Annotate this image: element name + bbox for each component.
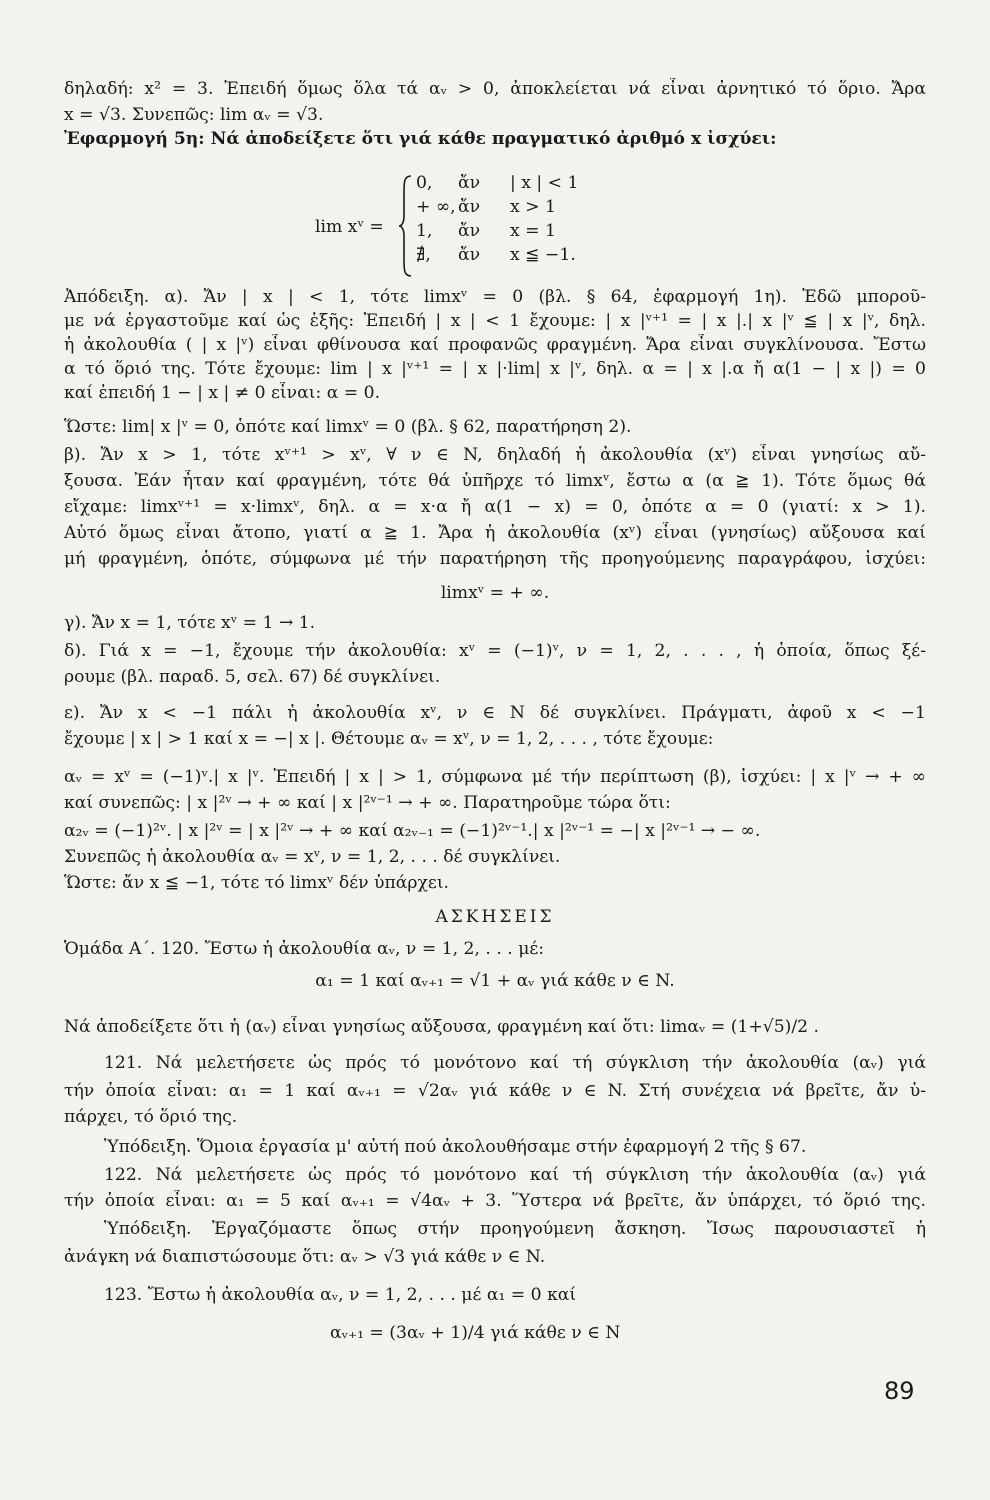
text-line: ρουμε (βλ. παραδ. 5, σελ. 67) δέ συγκλίνει. [64, 667, 441, 687]
text-line: Ἀπόδειξη. α). Ἄν | x | < 1, τότε limxᵛ = 0 (βλ. § 64, ἐφαρμογή 1η). Ἐδῶ μποροῦ- [64, 287, 926, 307]
case-word: ἄν [458, 221, 481, 241]
case-condition: x > 1 [510, 197, 556, 217]
left-brace [398, 174, 414, 278]
case-value: 0, [416, 173, 433, 193]
text-line: Ἐφαρμογή 5η: Νά ἀποδείξετε ὅτι γιά κάθε πραγματικό ἀριθμό x ἰσχύει: [64, 129, 777, 149]
text-line: β). Ἄν x > 1, τότε xᵛ⁺¹ > xᵛ, ∀ ν ∈ N, δηλαδή ἡ ἀκολουθία (xᵛ) εἶναι γνησίως αὔ- [64, 445, 926, 465]
text-line: Ὑπόδειξη. Ὅμοια ἐργασία μ' αὐτή πού ἀκολουθήσαμε στήν ἐφαρμογή 2 τῆς § 67. [104, 1137, 807, 1157]
text-line: με νά ἐργαστοῦμε καί ὡς ἑξῆς: Ἐπειδή | x | < 1 ἔχουμε: | x |ᵛ⁺¹ = | x |.| x |ᵛ ≦ | x |ᵛ, δηλ. [64, 311, 926, 331]
text-line: Ὁμάδα Α΄. 120. Ἔστω ἡ ἀκολουθία αᵥ, ν = 1, 2, . . . μέ: [64, 939, 545, 959]
text-line: ε). Ἄν x < −1 πάλι ἡ ἀκολουθία xᵛ, ν ∈ N δέ συγκλίνει. Πράγματι, ἀφοῦ x < −1 [64, 703, 926, 723]
text-line: τήν ὁποία εἶναι: α₁ = 5 καί αᵥ₊₁ = √4αᵥ + 3. Ὕστερα νά βρεῖτε, ἄν ὑπάρχει, τό ὅριό της. [64, 1191, 926, 1211]
case-word: ἄν [458, 245, 481, 265]
text-line: καί συνεπῶς: | x |²ᵛ → + ∞ καί | x |²ᵛ⁻¹ → + ∞. Παρατηροῦμε τώρα ὅτι: [64, 793, 671, 813]
case-value: ∄, [416, 245, 431, 265]
text-line: αᵥ₊₁ = (3αᵥ + 1)/4 γιά κάθε ν ∈ N [330, 1323, 621, 1343]
text-line: 121. Νά μελετήσετε ὡς πρός τό μονότονο καί τή σύγκλιση τήν ἀκολουθία (αᵥ) γιά [104, 1053, 926, 1073]
text-line: τήν ὁποία εἶναι: α₁ = 1 καί αᵥ₊₁ = √2αᵥ γιά κάθε ν ∈ N. Στή συνέχεια νά βρεῖτε, ἄν ὑ- [64, 1081, 926, 1101]
text-line: ἔχουμε | x | > 1 καί x = −| x |. Θέτουμε αᵥ = xᵛ, ν = 1, 2, . . . , τότε ἔχουμε: [64, 729, 714, 749]
case-word: ἄν [458, 197, 481, 217]
text-line: δηλαδή: x² = 3. Ἐπειδή ὅμως ὅλα τά αᵥ > 0, ἀποκλείεται νά εἶναι ἀρνητικό τό ὅριο. Ἄρα [64, 79, 926, 99]
text-line: μή φραγμένη, ὁπότε, σύμφωνα μέ τήν παρατήρηση τῆς προηγούμενης παραγράφου, ἰσχύει: [64, 549, 926, 569]
text-line: limxᵛ = + ∞. [440, 583, 550, 603]
text-line: Αὐτό ὅμως εἶναι ἄτοπο, γιατί α ≧ 1. Ἄρα ἡ ἀκολουθία (xᵛ) εἶναι (γνησίως) αὔξουσα καί [64, 523, 926, 543]
text-line: ξουσα. Ἐάν ἦταν καί φραγμένη, τότε θά ὑπῆρχε τό limxᵛ, ἔστω α (α ≧ 1). Τότε ὅμως θά [64, 471, 926, 491]
text-line: x = √3. Συνεπῶς: lim αᵥ = √3. [64, 105, 324, 125]
text-line: ἀνάγκη νά διαπιστώσουμε ὅτι: αᵥ > √3 γιά κάθε ν ∈ N. [64, 1247, 546, 1267]
text-line: Ὑπόδειξη. Ἐργαζόμαστε ὅπως στήν προηγούμενη ἄσκηση. Ἴσως παρουσιαστεῖ ἡ [104, 1219, 926, 1239]
text-line: α₁ = 1 καί αᵥ₊₁ = √1 + αᵥ γιά κάθε ν ∈ N. [315, 971, 675, 991]
text-line: αᵥ = xᵛ = (−1)ᵛ.| x |ᵛ. Ἐπειδή | x | > 1, σύμφωνα μέ τήν περίπτωση (β), ἰσχύει: | x |ᵛ → + ∞ [64, 767, 926, 787]
text-line: δ). Γιά x = −1, ἔχουμε τήν ἀκολουθία: xᵛ = (−1)ᵛ, ν = 1, 2, . . . , ἡ ὁποία, ὅπως ξέ- [64, 641, 926, 661]
case-value: + ∞, [416, 197, 456, 217]
text-line: 122. Νά μελετήσετε ὡς πρός τό μονότονο καί τή σύγκλιση τήν ἀκολουθία (αᵥ) γιά [104, 1165, 926, 1185]
page-number: 89 [884, 1377, 915, 1405]
case-condition: x = 1 [510, 221, 556, 241]
text-line: ἡ ἀκολουθία ( | x |ᵛ) εἶναι φθίνουσα καί προφανῶς φραγμένη. Ἄρα εἶναι συγκλίνουσα. Ἔστω [64, 335, 926, 355]
text-line: Ὥστε: lim| x |ᵛ = 0, ὁπότε καί limxᵛ = 0 (βλ. § 62, παρατήρηση 2). [64, 417, 632, 437]
text-line: Νά ἀποδείξετε ὅτι ἡ (αᵥ) εἶναι γνησίως αὔξουσα, φραγμένη καί ὅτι: limαᵥ = (1+√5)/2 . [64, 1017, 819, 1037]
case-condition: | x | < 1 [510, 173, 579, 193]
cases-lhs: lim xᵛ = [315, 217, 384, 237]
text-line: γ). Ἄν x = 1, τότε xᵛ = 1 → 1. [64, 613, 316, 633]
text-line: εἴχαμε: limxᵛ⁺¹ = x·limxᵛ, δηλ. α = x·α ἤ α(1 − x) = 0, ὁπότε α = 0 (γιατί: x > 1). [64, 497, 926, 517]
text-line: Συνεπῶς ἡ ἀκολουθία αᵥ = xᵛ, ν = 1, 2, . . . δέ συγκλίνει. [64, 847, 561, 867]
text-line: α₂ᵥ = (−1)²ᵛ. | x |²ᵛ = | x |²ᵛ → + ∞ καί α₂ᵥ₋₁ = (−1)²ᵛ⁻¹.| x |²ᵛ⁻¹ = −| x |²ᵛ⁻¹ → − ∞. [64, 821, 761, 841]
case-condition: x ≦ −1. [510, 245, 576, 265]
section-heading: ΑΣΚΗΣΕΙΣ [435, 907, 555, 927]
text-line: α τό ὅριό της. Τότε ἔχουμε: lim | x |ᵛ⁺¹ = | x |·lim| x |ᵛ, δηλ. α = | x |.α ἤ α(1 − | x |) = 0 [64, 359, 926, 379]
text-line: 123. Ἔστω ἡ ἀκολουθία αᵥ, ν = 1, 2, . . . μέ α₁ = 0 καί [104, 1285, 577, 1305]
text-line: καί ἐπειδή 1 − | x | ≠ 0 εἶναι: α = 0. [64, 383, 381, 403]
case-word: ἄν [458, 173, 481, 193]
case-value: 1, [416, 221, 433, 241]
text-line: πάρχει, τό ὅριό της. [64, 1107, 238, 1127]
text-line: Ὥστε: ἄν x ≦ −1, τότε τό limxᵛ δέν ὑπάρχει. [64, 873, 450, 893]
